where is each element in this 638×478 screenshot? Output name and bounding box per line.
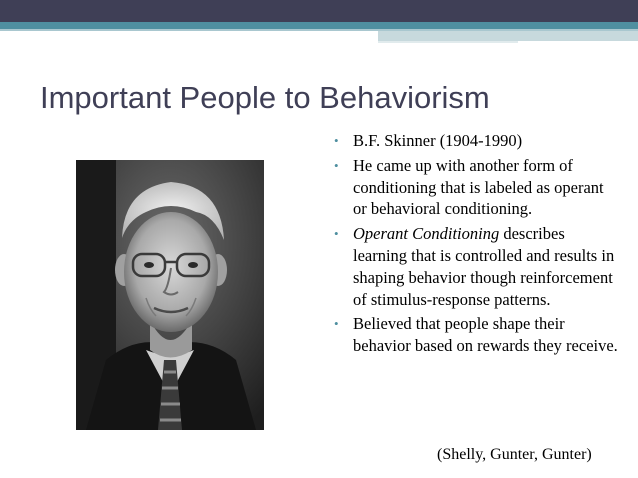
bullet-icon: • — [334, 316, 339, 332]
citation: (Shelly, Gunter, Gunter) — [437, 446, 592, 463]
portrait-photo — [76, 160, 264, 430]
bullet-item — [334, 130, 619, 152]
header-band-dark — [0, 0, 638, 22]
bullet-icon: • — [334, 133, 339, 148]
bullet-item — [334, 313, 619, 357]
bullet-text: B.F. Skinner (1904-1990) — [353, 131, 523, 150]
bullet-list — [334, 130, 619, 360]
bullet-icon: • — [334, 226, 339, 242]
header-band-teal — [0, 22, 638, 29]
bullet-text: describes learning that is controlled and results in shaping behavior though reinforcement of stimulus-response patterns. — [353, 224, 615, 309]
portrait-image — [76, 160, 264, 430]
bullet-icon: • — [334, 157, 339, 173]
header-accent-line — [378, 41, 518, 43]
bullet-item — [334, 223, 619, 310]
bullet-text: Believed that people shape their behavior based on rewards they receive. — [353, 314, 618, 356]
bullet-item — [334, 155, 619, 220]
bullet-text: He came up with another form of conditioning that is labeled as operant or behavioral conditioning. — [353, 155, 604, 219]
bullet-emphasis: Operant Conditioning — [353, 224, 500, 244]
header-accent-block — [378, 31, 638, 41]
slide-title: Important People to Behaviorism — [40, 80, 490, 115]
